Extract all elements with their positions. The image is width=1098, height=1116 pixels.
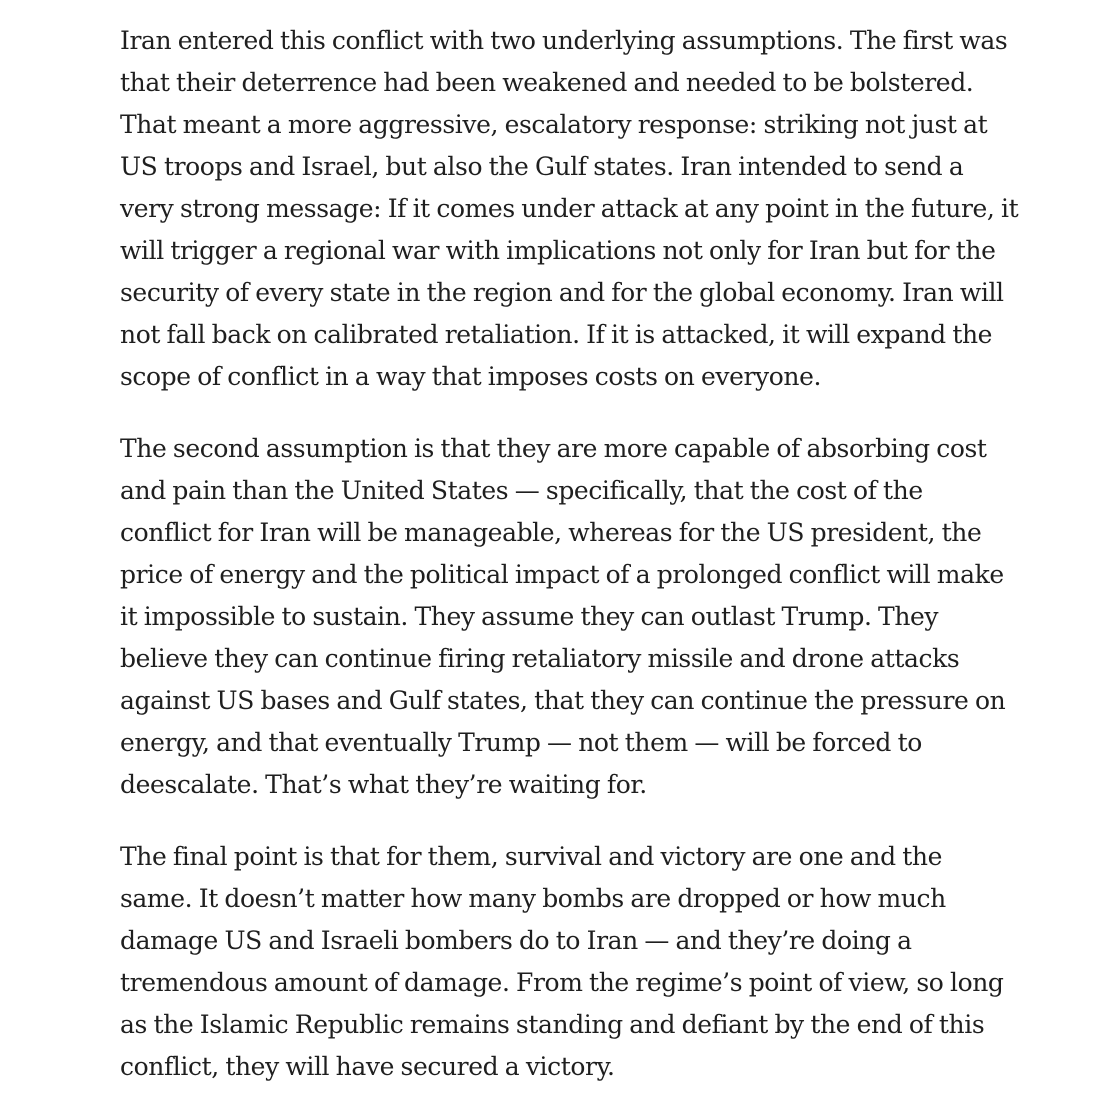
- article-paragraph-1: Iran entered this conflict with two underlying assumptions. The first was that their deterrence had been weakened and needed to be bolstered. That meant a more aggressive, escalatory response: striking not just at US troops and Israel, but also the Gulf states. Iran intended to send a very strong message: If it comes under attack at any point in the future, it will trigger a regional war with implications not only for Iran but for the security of every state in the region and for the global economy. Iran will not fall back on calibrated retaliation. If it is attacked, it will expand the scope of conflict in a way that imposes costs on everyone.: [120, 26, 1019, 391]
- article-body: [120, 20, 1020, 1088]
- article-paragraph-2: The second assumption is that they are more capable of absorbing cost and pain than the United States — specifically, that the cost of the conflict for Iran will be manageable, whereas for the US president, the price of energy and the political impact of a prolonged conflict will make it impossible to sustain. They assume they can outlast Trump. They believe they can continue firing retaliatory missile and drone attacks against US bases and Gulf states, that they can continue the pressure on energy, and that eventually Trump — not them — will be forced to deescalate. That’s what they’re waiting for.: [120, 434, 1006, 799]
- article-paragraph-3: The final point is that for them, survival and victory are one and the same. It doesn’t matter how many bombs are dropped or how much damage US and Israeli bombers do to Iran — and they’re doing a tremendous amount of damage. From the regime’s point of view, so long as the Islamic Republic remains standing and defiant by the end of this conflict, they will have secured a victory.: [120, 842, 1004, 1081]
